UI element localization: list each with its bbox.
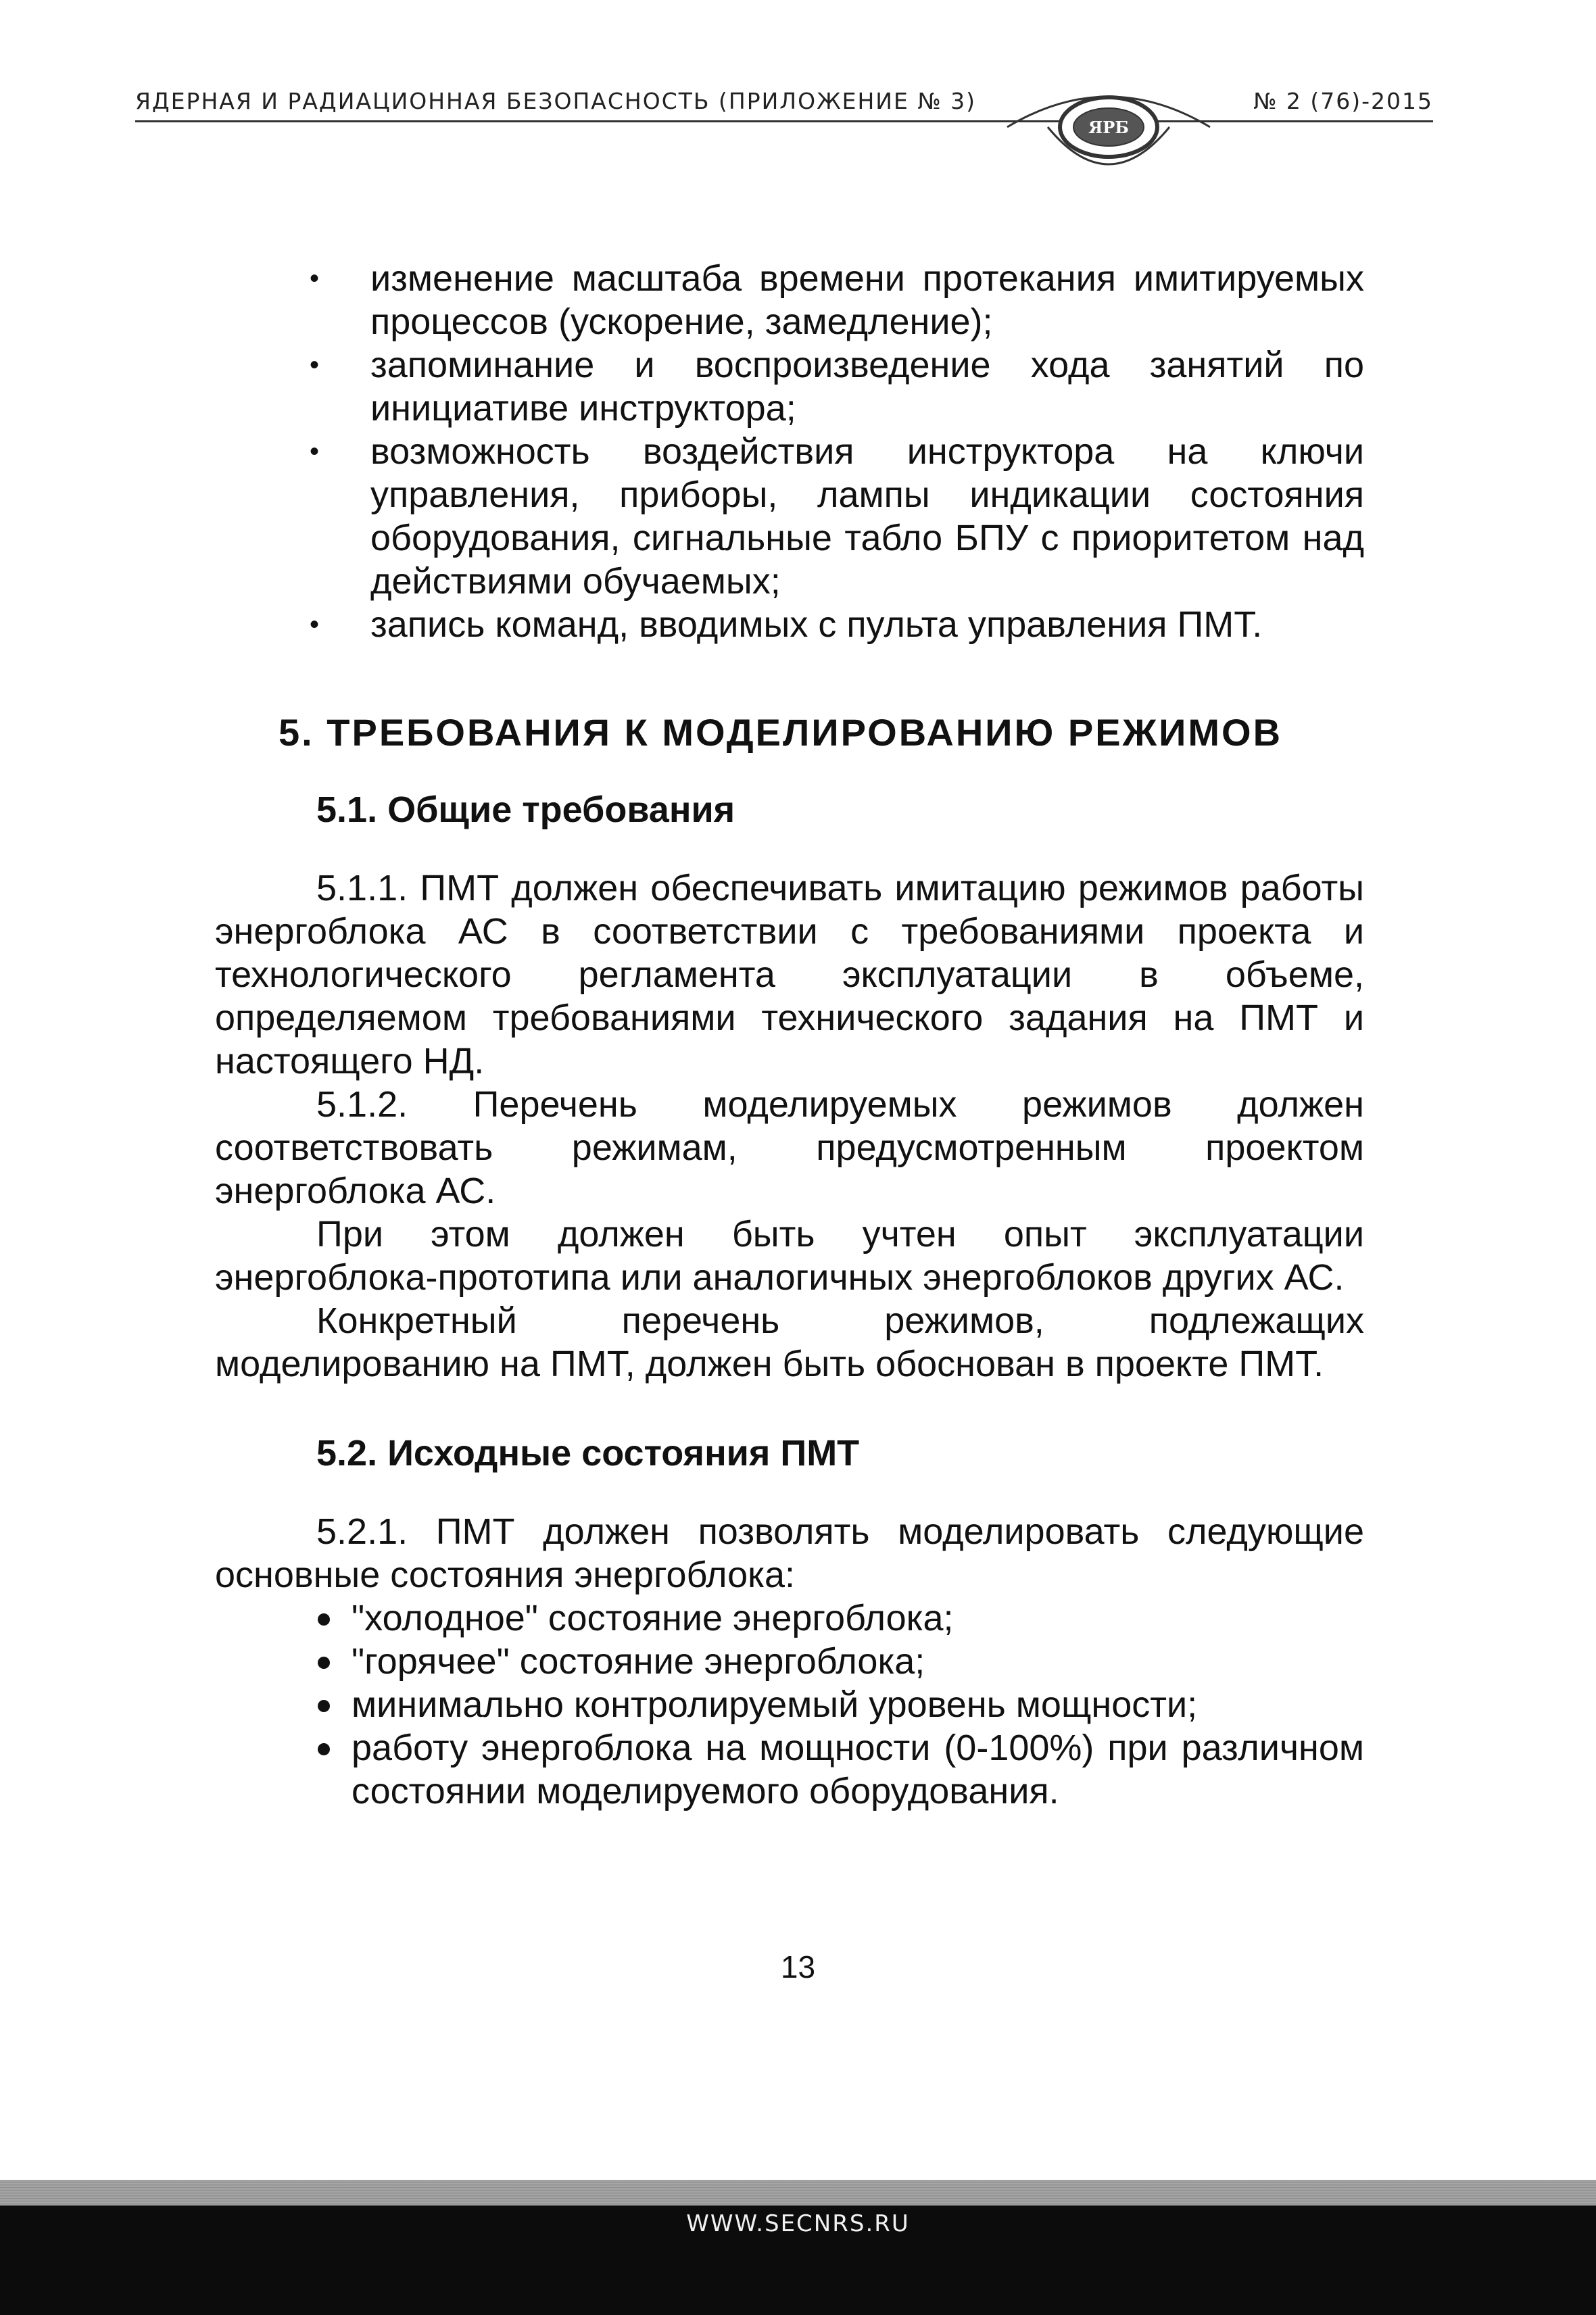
top-bullet-list [215, 257, 1364, 646]
list-item: работу энергоблока на мощности (0-100%) при различном состоянии моделируемого оборудования. [215, 1726, 1364, 1813]
paragraph-5-1-2: 5.1.2. Перечень моделируемых режимов должен соответствовать режимам, предусмотренным проектом энергоблока АС. [215, 1084, 1364, 1211]
list-item: "холодное" состояние энергоблока; [215, 1597, 1364, 1640]
page-header [135, 68, 1433, 189]
paragraph-5-2-1: 5.2.1. ПМТ должен позволять моделировать следующие основные состояния энергоблока: [215, 1511, 1364, 1595]
list-item: • запоминание и воспроизведение хода занятий по инициативе инструктора; [215, 343, 1364, 430]
page-body [215, 257, 1364, 1813]
page-number: 13 [780, 1949, 816, 1984]
journal-title: ЯДЕРНАЯ И РАДИАЦИОННАЯ БЕЗОПАСНОСТЬ (ПРИЛОЖЕНИЕ № 3) [135, 88, 977, 114]
paragraph-5-1-2-c: Конкретный перечень режимов, подлежащих моделированию на ПМТ, должен быть обоснован в проекте ПМТ. [215, 1300, 1364, 1384]
list-item: "горячее" состояние энергоблока; [215, 1640, 1364, 1683]
paragraph-5-1-1: 5.1.1. ПМТ должен обеспечивать имитацию режимов работы энергоблока АС в соответствии с требованиями проекта и технологического регламента эксплуатации в объеме, определяемом требованиями технического задания на ПМТ и настоящего НД. [215, 868, 1364, 1081]
states-bullet-list [215, 1597, 1364, 1813]
section-5-2-title: 5.2. Исходные состояния ПМТ [316, 1433, 860, 1473]
list-item: • изменение масштаба времени протекания имитируемых процессов (ускорение, замедление); [215, 257, 1364, 343]
section-5-1-title: 5.1. Общие требования [316, 789, 735, 830]
list-item: минимально контролируемый уровень мощности; [215, 1683, 1364, 1726]
header-rule [135, 120, 1433, 122]
paragraph-5-1-2-b: При этом должен быть учтен опыт эксплуатации энергоблока-прототипа или аналогичных энергоблоков других АС. [215, 1214, 1364, 1298]
list-item: • запись команд, вводимых с пульта управления ПМТ. [215, 603, 1364, 646]
footer-site-link[interactable]: WWW.SECNRS.RU [686, 2210, 910, 2237]
journal-logo [994, 73, 1224, 181]
list-item: • возможность воздействия инструктора на ключи управления, приборы, лампы индикации состояния оборудования, сигнальные табло БПУ с приоритетом над действиями обучаемых; [215, 430, 1364, 603]
logo-text: ЯРБ [1088, 118, 1129, 137]
issue-number: № 2 (76)-2015 [1253, 88, 1433, 114]
section-5-title: 5. ТРЕБОВАНИЯ К МОДЕЛИРОВАНИЮ РЕЖИМОВ [279, 711, 1283, 754]
